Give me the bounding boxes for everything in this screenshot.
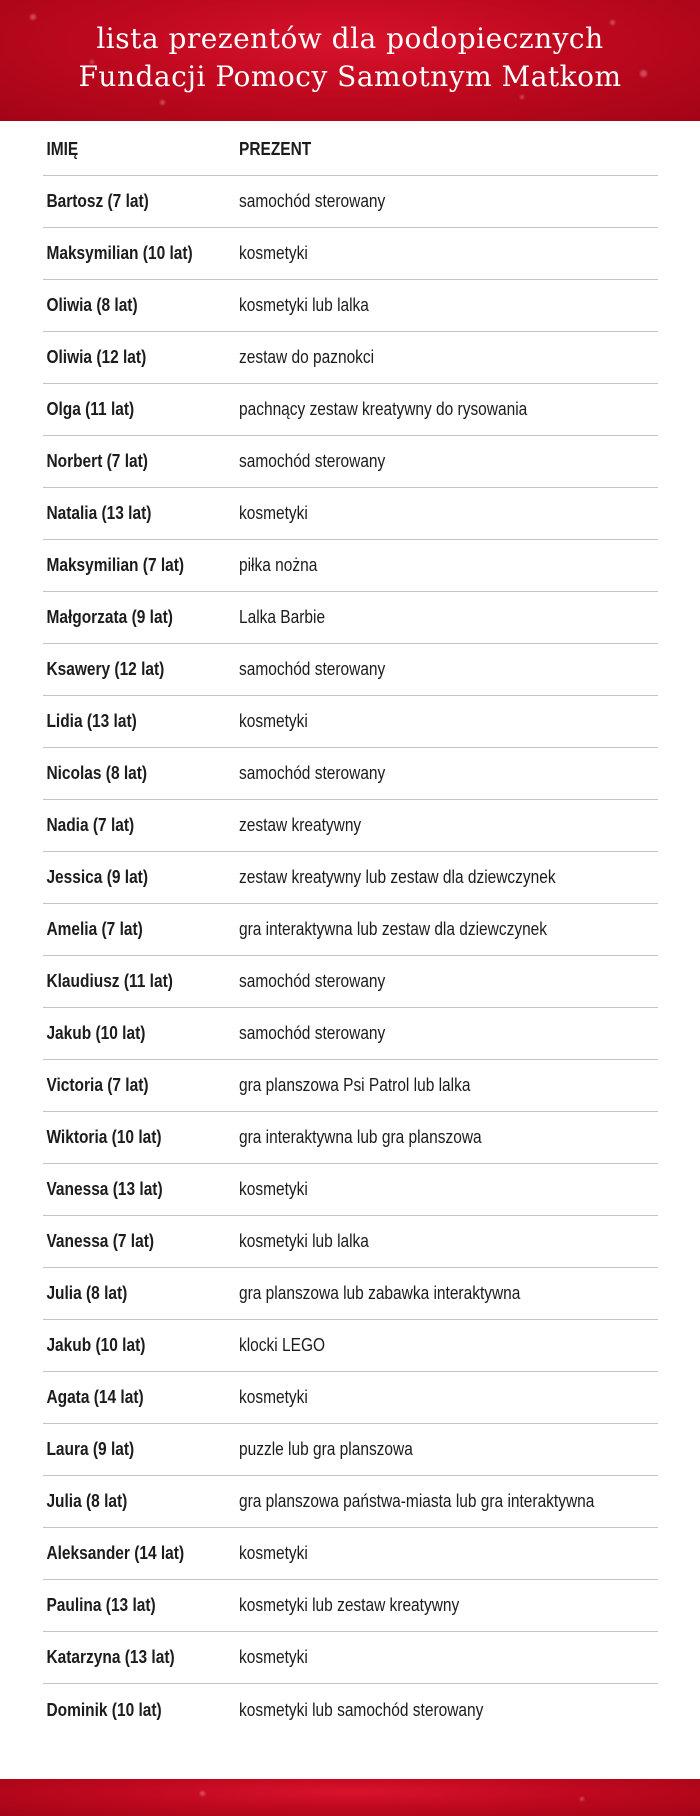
child-name-cell: Jakub (10 lat): [46, 1023, 146, 1043]
child-name-cell: Katarzyna (13 lat): [46, 1647, 175, 1667]
gift-cell: samochód sterowany: [239, 1023, 386, 1043]
child-name-cell: Lidia (13 lat): [46, 711, 137, 731]
child-name-cell: Victoria (7 lat): [46, 1075, 149, 1095]
table-row: [43, 1528, 658, 1580]
table-row: [43, 696, 658, 748]
table-row: [43, 1632, 658, 1684]
child-name-cell: Wiktoria (10 lat): [46, 1127, 162, 1147]
gift-cell: zestaw do paznokci: [239, 347, 375, 367]
child-name-cell: Oliwia (8 lat): [46, 295, 138, 315]
gift-cell: kosmetyki lub lalka: [239, 295, 369, 315]
child-name-cell: Norbert (7 lat): [46, 451, 148, 471]
gift-cell: Lalka Barbie: [239, 607, 326, 627]
child-name-cell: Jessica (9 lat): [46, 867, 148, 887]
table-row: [43, 904, 658, 956]
table-row: [43, 852, 658, 904]
table-row: [43, 384, 658, 436]
gift-cell: pachnący zestaw kreatywny do rysowania: [239, 399, 528, 419]
gift-cell: klocki LEGO: [239, 1335, 326, 1355]
gift-cell: kosmetyki: [239, 243, 308, 263]
child-name-cell: Małgorzata (9 lat): [46, 607, 173, 627]
table-row: [43, 280, 658, 332]
table-row: [43, 1164, 658, 1216]
table-row: [43, 592, 658, 644]
table-row: [43, 176, 658, 228]
child-name-cell: Jakub (10 lat): [46, 1335, 146, 1355]
gift-cell: zestaw kreatywny lub zestaw dla dziewczynek: [239, 867, 556, 887]
table-row: [43, 1580, 658, 1632]
child-name-cell: Julia (8 lat): [46, 1491, 128, 1511]
gift-cell: gra interaktywna lub gra planszowa: [239, 1127, 482, 1147]
gift-cell: samochód sterowany: [239, 971, 386, 991]
gift-cell: puzzle lub gra planszowa: [239, 1439, 413, 1459]
child-name-cell: Amelia (7 lat): [46, 919, 143, 939]
child-name-cell: Maksymilian (10 lat): [46, 243, 193, 263]
child-name-cell: Julia (8 lat): [46, 1283, 128, 1303]
table-row: [43, 1372, 658, 1424]
table-row: [43, 1216, 658, 1268]
table-row: [43, 1112, 658, 1164]
child-name-cell: Maksymilian (7 lat): [46, 555, 185, 575]
table-row: [43, 488, 658, 540]
table-header-row: [43, 123, 658, 176]
gift-cell: kosmetyki lub lalka: [239, 1231, 369, 1251]
header-banner: [0, 0, 700, 121]
decorative-sparkle: [580, 1797, 584, 1801]
child-name-cell: Agata (14 lat): [46, 1387, 144, 1407]
table-row: [43, 800, 658, 852]
table-row: [43, 228, 658, 280]
gift-table: [43, 123, 658, 1736]
table-row: [43, 540, 658, 592]
child-name-cell: Laura (9 lat): [46, 1439, 135, 1459]
column-header-gift: PREZENT: [239, 138, 312, 159]
child-name-cell: Nadia (7 lat): [46, 815, 135, 835]
gift-cell: samochód sterowany: [239, 763, 386, 783]
table-body: [43, 176, 658, 1736]
table-row: [43, 748, 658, 800]
table-row: [43, 1320, 658, 1372]
page-title: [0, 20, 700, 96]
gift-cell: kosmetyki: [239, 711, 308, 731]
gift-cell: gra planszowa Psi Patrol lub lalka: [239, 1075, 471, 1095]
gift-cell: kosmetyki: [239, 1647, 308, 1667]
child-name-cell: Olga (11 lat): [46, 399, 135, 419]
table-row: [43, 1684, 658, 1736]
table-row: [43, 1424, 658, 1476]
table-row: [43, 1476, 658, 1528]
child-name-cell: Vanessa (13 lat): [46, 1179, 163, 1199]
gift-cell: zestaw kreatywny: [239, 815, 362, 835]
gift-cell: gra interaktywna lub zestaw dla dziewczynek: [239, 919, 548, 939]
column-header-name: IMIĘ: [46, 138, 79, 159]
gift-cell: kosmetyki: [239, 503, 308, 523]
table-row: [43, 1268, 658, 1320]
table-row: [43, 436, 658, 488]
table-row: [43, 1008, 658, 1060]
child-name-cell: Klaudiusz (11 lat): [46, 971, 173, 991]
decorative-sparkle: [200, 1791, 205, 1796]
footer-banner: [0, 1779, 700, 1816]
gift-cell: kosmetyki lub zestaw kreatywny: [239, 1595, 460, 1615]
gift-cell: piłka nożna: [239, 555, 318, 575]
child-name-cell: Natalia (13 lat): [46, 503, 152, 523]
gift-cell: kosmetyki: [239, 1179, 308, 1199]
gift-cell: kosmetyki lub samochód sterowany: [239, 1699, 484, 1720]
child-name-cell: Oliwia (12 lat): [46, 347, 147, 367]
table-row: [43, 1060, 658, 1112]
gift-cell: kosmetyki: [239, 1387, 308, 1407]
child-name-cell: Ksawery (12 lat): [46, 659, 165, 679]
gift-cell: gra planszowa lub zabawka interaktywna: [239, 1283, 521, 1303]
gift-cell: samochód sterowany: [239, 191, 386, 211]
gift-cell: samochód sterowany: [239, 451, 386, 471]
table-row: [43, 332, 658, 384]
child-name-cell: Bartosz (7 lat): [46, 191, 149, 211]
child-name-cell: Vanessa (7 lat): [46, 1231, 155, 1251]
child-name-cell: Paulina (13 lat): [46, 1595, 156, 1615]
child-name-cell: Aleksander (14 lat): [46, 1543, 185, 1563]
gift-cell: samochód sterowany: [239, 659, 386, 679]
table-row: [43, 956, 658, 1008]
gift-cell: kosmetyki: [239, 1543, 308, 1563]
table-row: [43, 644, 658, 696]
child-name-cell: Nicolas (8 lat): [46, 763, 148, 783]
title-line-1: lista prezentów dla podopiecznych: [96, 22, 604, 55]
child-name-cell: Dominik (10 lat): [46, 1699, 162, 1720]
title-line-2: Fundacji Pomocy Samotnym Matkom: [78, 60, 622, 93]
gift-cell: gra planszowa państwa-miasta lub gra interaktywna: [239, 1491, 595, 1511]
decorative-sparkle: [160, 100, 165, 105]
